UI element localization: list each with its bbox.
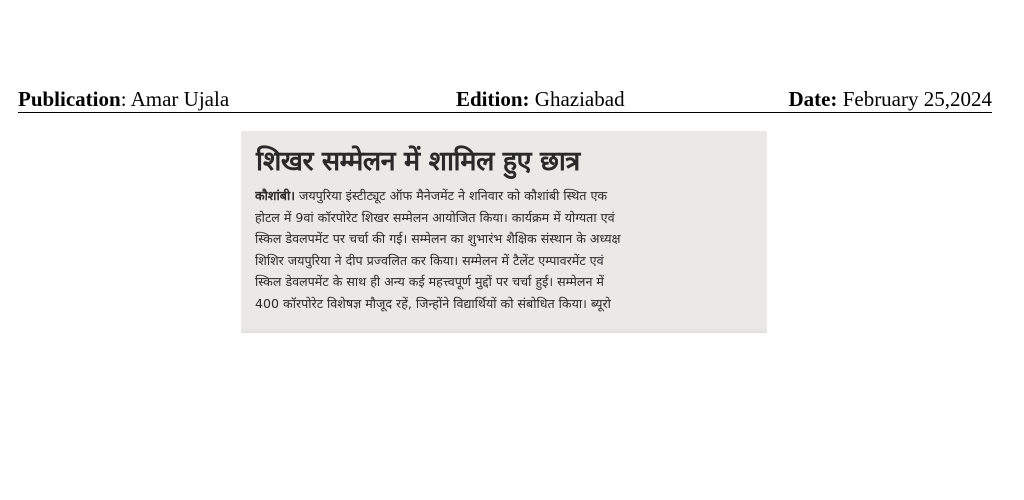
body-line-6: 400 कॉरपोरेट विशेषज्ञ मौजूद रहें, जिन्होंने विद्यार्थियों को संबोधित किया। ब्यूरो [255,295,611,311]
clipping-body [255,185,759,314]
publication-value: : Amar Ujala [120,87,230,111]
body-line-2: होटल में 9वां कॉरपोरेट शिखर सम्मेलन आयोजित किया। कार्यक्रम में योग्यता एवं [255,209,615,225]
clipping-edge [241,327,767,333]
body-line-text: जयपुरिया इंस्टीट्यूट ऑफ मैनेजमेंट ने शनिवार को कौशांबी स्थित एक [295,188,608,203]
publication-info [18,86,229,112]
body-line-3: स्किल डेवलपमेंट पर चर्चा की गई। सम्मेलन का शुभारंभ शैक्षिक संस्थान के अध्यक्ष [255,231,621,246]
clipping-dateline: कौशांबी। [255,188,295,203]
date-info [788,86,992,112]
date-value: February 25,2024 [837,87,992,111]
edition-label: Edition: [456,87,530,111]
edition-info [456,86,625,112]
body-line-4: शिशिर जयपुरिया ने दीप प्रज्वलित कर किया। सम्मेलन में टैलेंट एम्पावरमेंट एवं [255,252,604,268]
clipping-headline: शिखर सम्मेलन में शामिल हुए छात्र [256,146,580,177]
publication-label: Publication [18,87,121,111]
date-label: Date: [788,87,838,111]
body-line-1 [255,185,759,207]
body-line-5: स्किल डेवलपमेंट के साथ ही अन्य कई महत्त्वपूर्ण मुद्दों पर चर्चा हुई। सम्मेलन में [255,274,604,289]
newspaper-clipping [241,131,767,333]
publication-header [18,86,992,113]
edition-value: Ghaziabad [529,87,625,111]
